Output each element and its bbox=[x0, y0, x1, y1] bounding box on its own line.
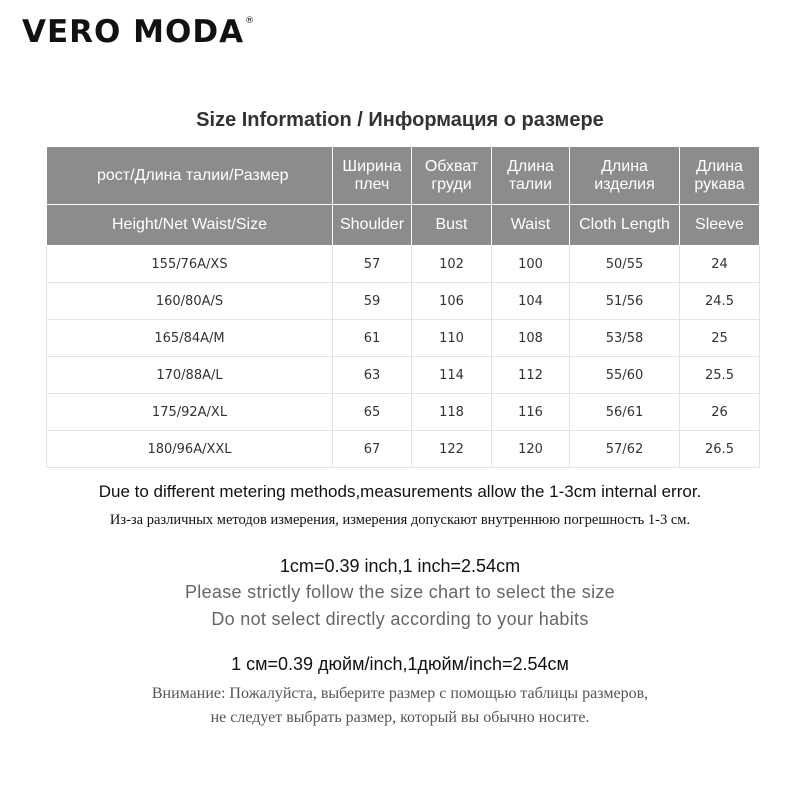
header-waist-en: Waist bbox=[492, 205, 570, 246]
cell-size: 160/80A/S bbox=[47, 283, 333, 320]
error-note-en: Due to different metering methods,measurements allow the 1-3cm internal error. bbox=[98, 482, 702, 501]
cell-size: 165/84A/M bbox=[47, 320, 333, 357]
header-length-en: Cloth Length bbox=[570, 205, 680, 246]
size-table bbox=[46, 146, 760, 468]
table-row bbox=[47, 394, 760, 431]
registered-mark: ® bbox=[245, 16, 256, 26]
cell-waist: 104 bbox=[492, 283, 570, 320]
cell-waist: 112 bbox=[492, 357, 570, 394]
conversion-note-en: 1cm=0.39 inch,1 inch=2.54cm bbox=[279, 556, 521, 576]
cell-length: 53/58 bbox=[570, 320, 680, 357]
habits-note: Do not select directly according to your habits bbox=[211, 609, 589, 629]
cell-sleeve: 26.5 bbox=[680, 431, 760, 468]
cell-bust: 110 bbox=[412, 320, 492, 357]
header-sleeve-en: Sleeve bbox=[680, 205, 760, 246]
cell-waist: 116 bbox=[492, 394, 570, 431]
table-row bbox=[47, 283, 760, 320]
cell-shoulder: 63 bbox=[333, 357, 412, 394]
cell-shoulder: 67 bbox=[333, 431, 412, 468]
cell-bust: 102 bbox=[412, 246, 492, 283]
cell-sleeve: 24 bbox=[680, 246, 760, 283]
table-row bbox=[47, 320, 760, 357]
header-shoulder-ru: Ширина плеч bbox=[333, 147, 412, 205]
cell-sleeve: 25.5 bbox=[680, 357, 760, 394]
error-note-ru: Из-за различных методов измерения, измерения допускают внутреннюю погрешность 1-3 см. bbox=[109, 512, 691, 528]
cell-size: 170/88A/L bbox=[47, 357, 333, 394]
cell-length: 51/56 bbox=[570, 283, 680, 320]
cell-bust: 114 bbox=[412, 357, 492, 394]
cell-shoulder: 65 bbox=[333, 394, 412, 431]
cell-sleeve: 24.5 bbox=[680, 283, 760, 320]
cell-waist: 100 bbox=[492, 246, 570, 283]
cell-sleeve: 26 bbox=[680, 394, 760, 431]
table-row bbox=[47, 357, 760, 394]
cell-sleeve: 25 bbox=[680, 320, 760, 357]
brand-logo bbox=[22, 14, 254, 50]
cell-shoulder: 57 bbox=[333, 246, 412, 283]
cell-waist: 108 bbox=[492, 320, 570, 357]
header-length-ru: Длина изделия bbox=[570, 147, 680, 205]
table-row bbox=[47, 246, 760, 283]
header-bust-en: Bust bbox=[412, 205, 492, 246]
cell-length: 55/60 bbox=[570, 357, 680, 394]
cell-bust: 118 bbox=[412, 394, 492, 431]
cell-size: 180/96A/XXL bbox=[47, 431, 333, 468]
conversion-note-ru: 1 см=0.39 дюйм/inch,1дюйм/inch=2.54см bbox=[231, 654, 569, 674]
cell-length: 56/61 bbox=[570, 394, 680, 431]
header-shoulder-en: Shoulder bbox=[333, 205, 412, 246]
cell-size: 155/76A/XS bbox=[47, 246, 333, 283]
header-row-ru bbox=[47, 147, 760, 205]
cell-length: 57/62 bbox=[570, 431, 680, 468]
page-title: Size Information / Информация о размере bbox=[196, 109, 604, 131]
header-size-ru: рост/Длина талии/Размер bbox=[47, 147, 333, 205]
table-row bbox=[47, 431, 760, 468]
brand-name: VERO MODA bbox=[22, 14, 245, 50]
header-row-en bbox=[47, 205, 760, 246]
cell-shoulder: 61 bbox=[333, 320, 412, 357]
header-sleeve-ru: Длина рукава bbox=[680, 147, 760, 205]
cell-bust: 106 bbox=[412, 283, 492, 320]
cell-bust: 122 bbox=[412, 431, 492, 468]
cell-waist: 120 bbox=[492, 431, 570, 468]
warning-note-ru-2: не следует выбрать размер, который вы обычно носите. bbox=[210, 709, 590, 726]
cell-length: 50/55 bbox=[570, 246, 680, 283]
header-bust-ru: Обхват груди bbox=[412, 147, 492, 205]
warning-note-ru-1: Внимание: Пожалуйста, выберите размер с помощью таблицы размеров, bbox=[151, 685, 649, 702]
follow-chart-note: Please strictly follow the size chart to select the size bbox=[185, 582, 615, 602]
header-size-en: Height/Net Waist/Size bbox=[47, 205, 333, 246]
cell-shoulder: 59 bbox=[333, 283, 412, 320]
header-waist-ru: Длина талии bbox=[492, 147, 570, 205]
cell-size: 175/92A/XL bbox=[47, 394, 333, 431]
